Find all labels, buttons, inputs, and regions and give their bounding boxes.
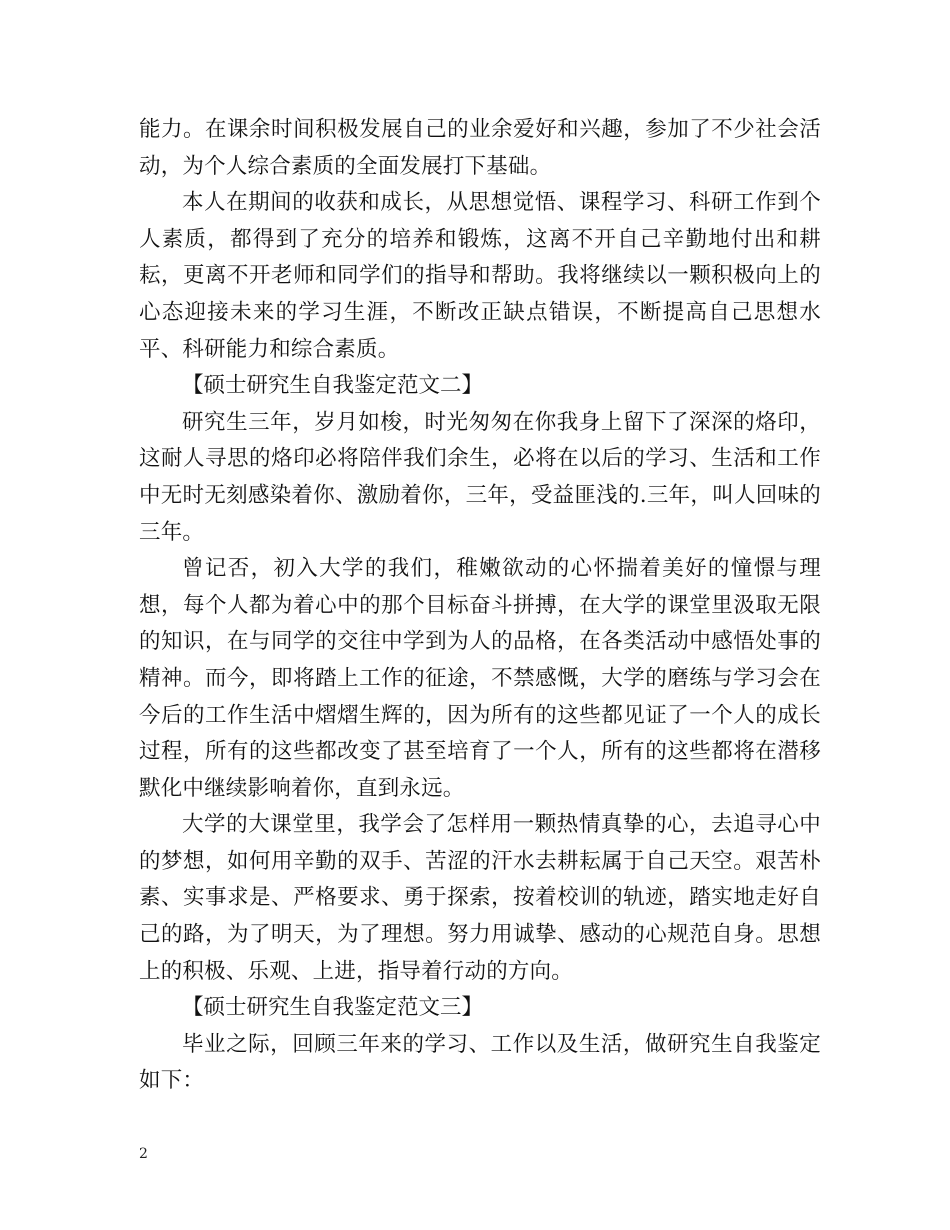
paragraph-three-years: 研究生三年，岁月如梭，时光匆匆在你我身上留下了深深的烙印，这耐人寻思的烙印必将陪伴我们余生，必将在以后的学习、生活和工作中无时无刻感染着你、激励着你，三年，受益匪浅的.三年，叫人回味的三年。 [139,409,821,545]
paragraph-classroom-learning: 大学的大课堂里，我学会了怎样用一颗热情真挚的心，去追寻心中的梦想，如何用辛勤的双手、苦涩的汗水去耕耘属于自己天空。艰苦朴素、实事求是、严格要求、勇于探索，按着校训的轨迹，踏实地走好自己的路，为了明天，为了理想。努力用诚挚、感动的心规范自身。思想上的积极、乐观、上进，指导着行动的方向。 [139,812,821,984]
page-number: 2 [139,1146,148,1162]
paragraph-self-summary: 本人在期间的收获和成长，从思想觉悟、课程学习、科研工作到个人素质，都得到了充分的培养和锻炼，这离不开自己辛勤地付出和耕耘，更离不开老师和同学们的指导和帮助。我将继续以一颗积极向上的心态迎接未来的学习生涯，不断改正缺点错误，不断提高自己思想水平、科研能力和综合素质。 [139,190,821,362]
section-heading-sample-three: 【硕士研究生自我鉴定范文三】 [182,995,484,1021]
paragraph-continuation: 能力。在课余时间积极发展自己的业余爱好和兴趣，参加了不少社会活动，为个人综合素质的全面发展打下基础。 [139,117,821,179]
section-heading-sample-two: 【硕士研究生自我鉴定范文二】 [182,373,484,399]
paragraph-graduation-review: 毕业之际，回顾三年来的学习、工作以及生活，做研究生自我鉴定如下： [139,1031,821,1094]
document-body [139,112,821,1100]
paragraph-university-memories: 曾记否，初入大学的我们，稚嫩欲动的心怀揣着美好的憧憬与理想，每个人都为着心中的那个目标奋斗拼搏，在大学的课堂里汲取无限的知识，在与同学的交往中学到为人的品格，在各类活动中感悟处事的精神。而今，即将踏上工作的征途，不禁感慨，大学的磨练与学习会在今后的工作生活中熠熠生辉的，因为所有的这些都见证了一个人的成长过程，所有的这些都改变了甚至培育了一个人，所有的这些都将在潜移默化中继续影响着你，直到永远。 [139,556,821,801]
